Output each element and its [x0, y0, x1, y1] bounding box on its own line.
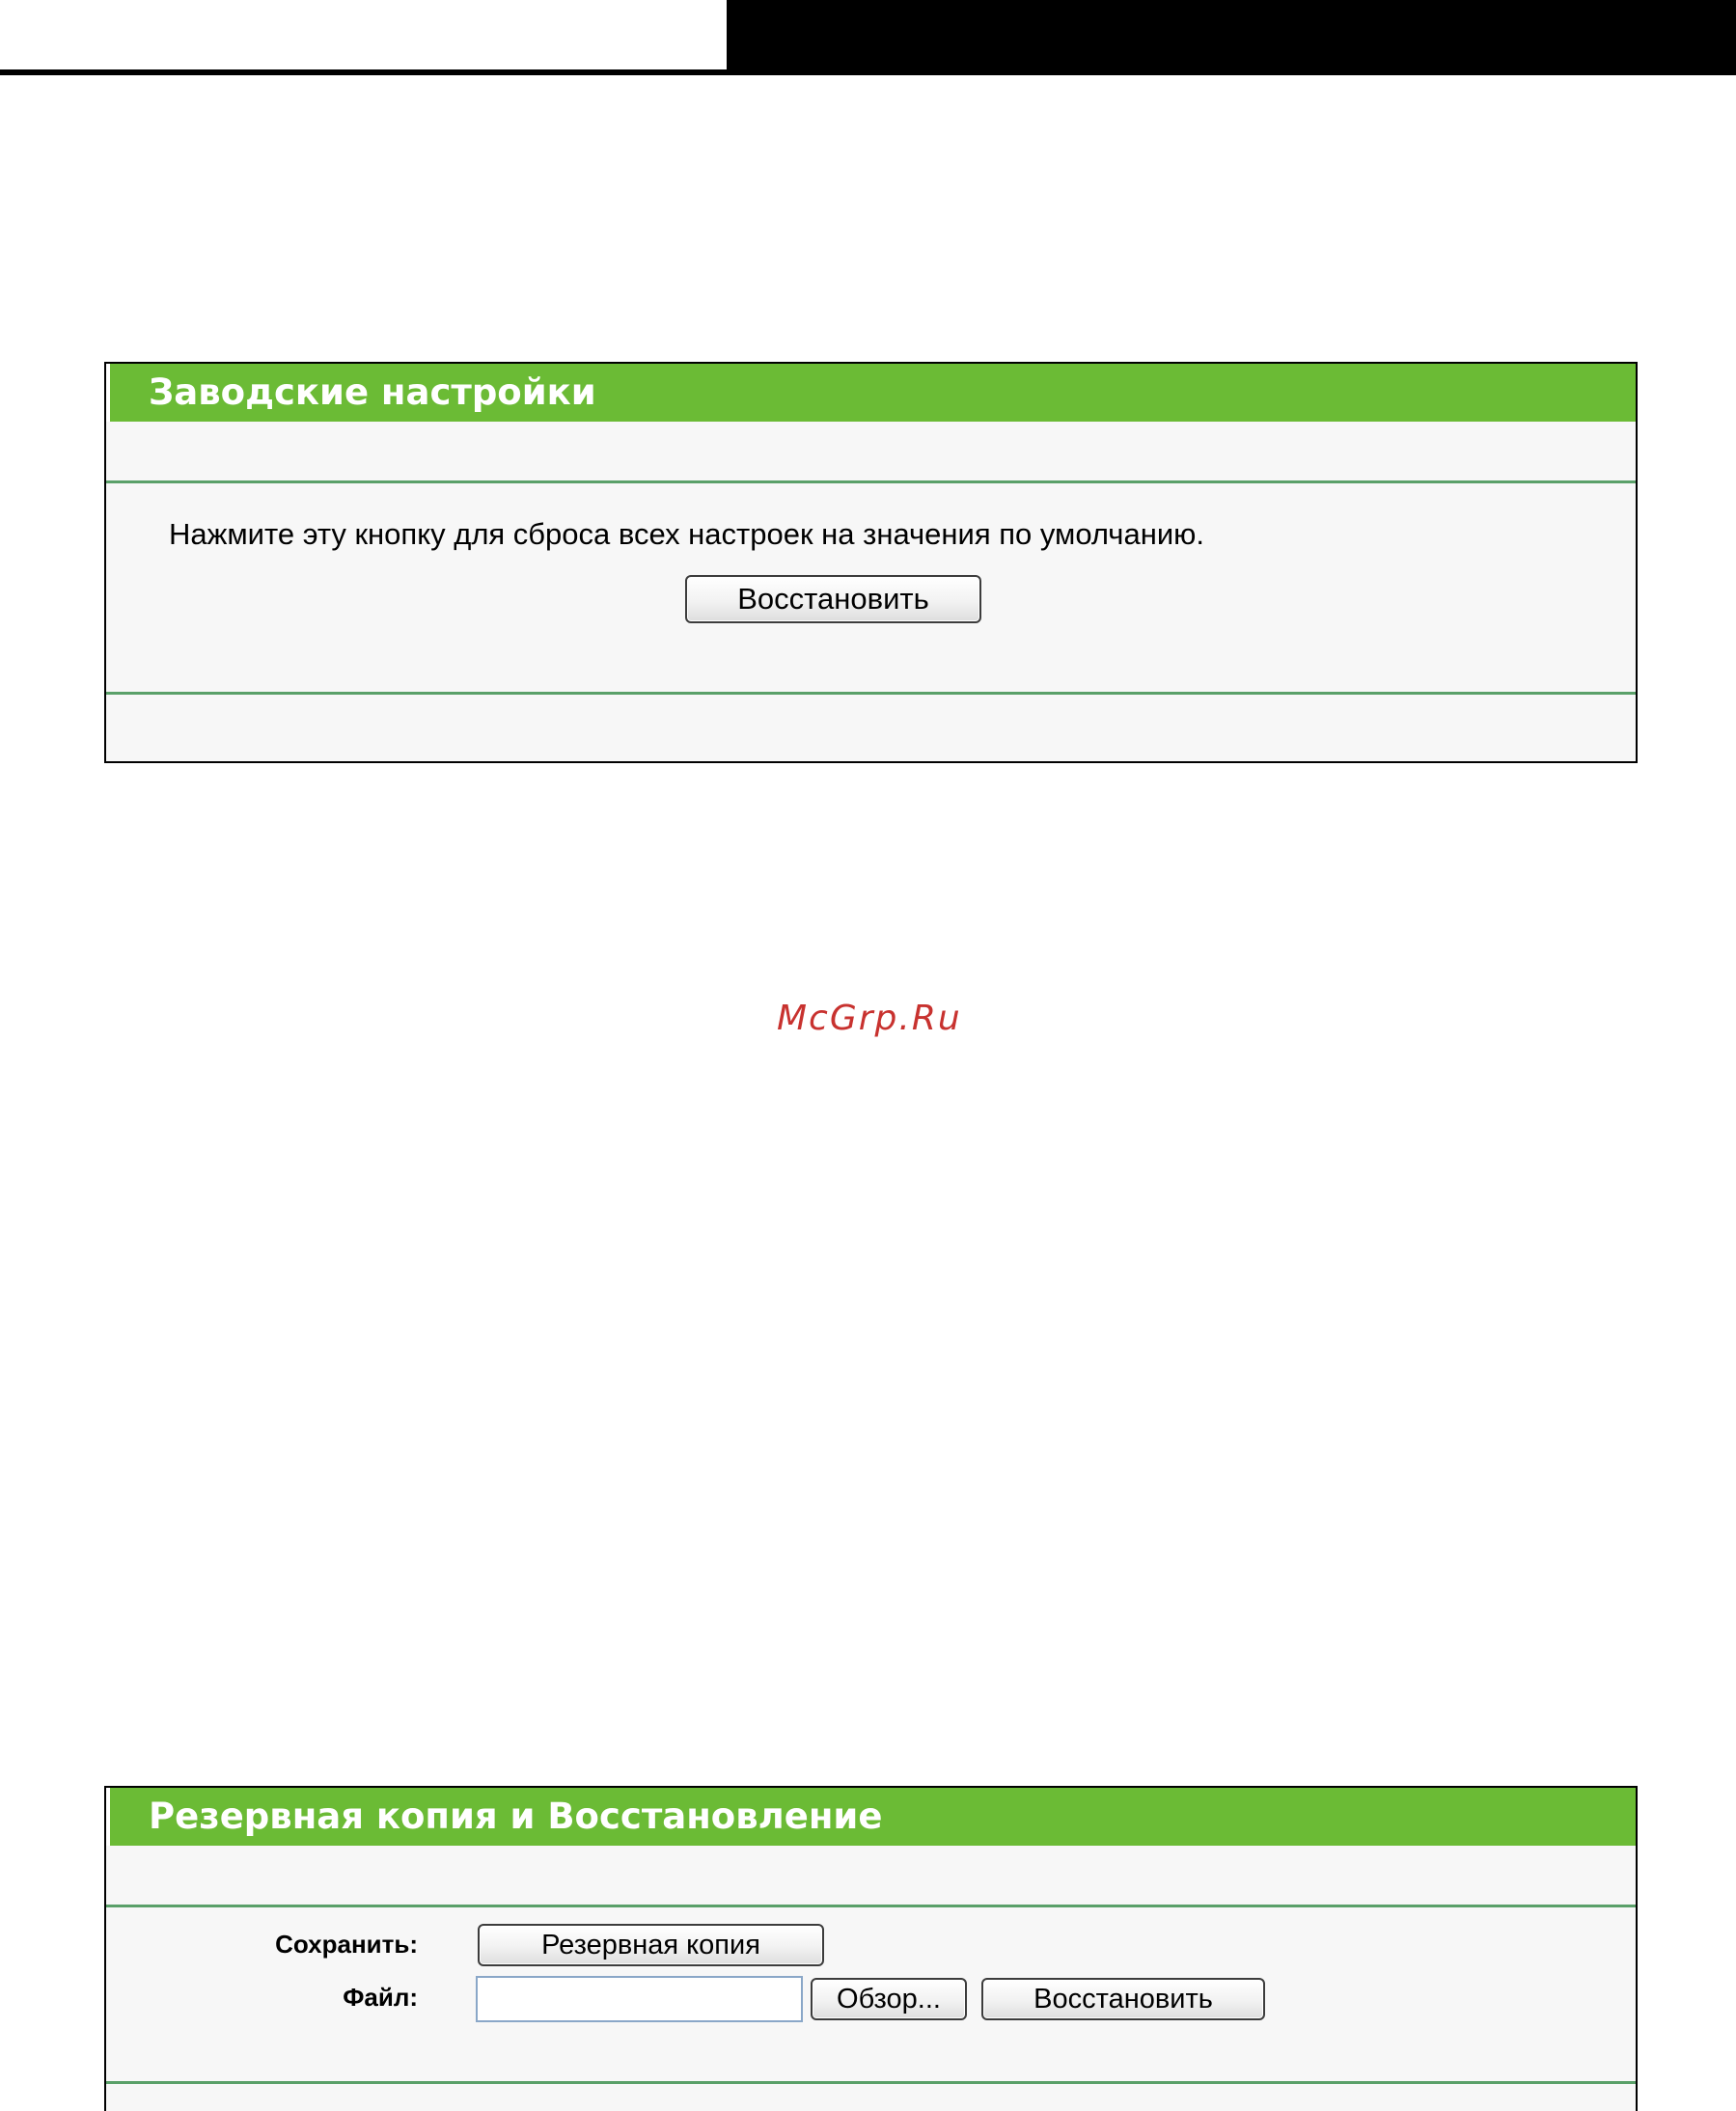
save-label: Сохранить: — [275, 1930, 418, 1959]
backup-restore-spacer — [106, 1846, 1636, 1907]
factory-defaults-panel — [104, 362, 1638, 763]
file-label: Файл: — [343, 1983, 418, 2012]
factory-defaults-footer — [106, 692, 1636, 761]
restore-from-file-button[interactable]: Восстановить — [981, 1978, 1265, 2020]
factory-defaults-description: Нажмите эту кнопку для сброса всех настроек на значения по умолчанию. — [169, 517, 1204, 551]
backup-restore-footer — [106, 2081, 1636, 2111]
file-path-input[interactable] — [476, 1976, 803, 2022]
watermark: McGrp.Ru — [777, 999, 962, 1038]
backup-restore-panel — [104, 1786, 1638, 2111]
backup-restore-title: Резервная копия и Восстановление — [106, 1788, 1636, 1846]
header-black-bar — [727, 0, 1736, 75]
backup-button[interactable]: Резервная копия — [478, 1924, 824, 1966]
browse-button[interactable]: Обзор... — [811, 1978, 967, 2020]
factory-restore-button[interactable]: Восстановить — [685, 575, 981, 623]
backup-restore-body — [106, 1907, 1636, 2081]
factory-defaults-title: Заводские настройки — [106, 364, 1636, 422]
factory-defaults-spacer — [106, 422, 1636, 483]
factory-defaults-body — [106, 483, 1636, 692]
